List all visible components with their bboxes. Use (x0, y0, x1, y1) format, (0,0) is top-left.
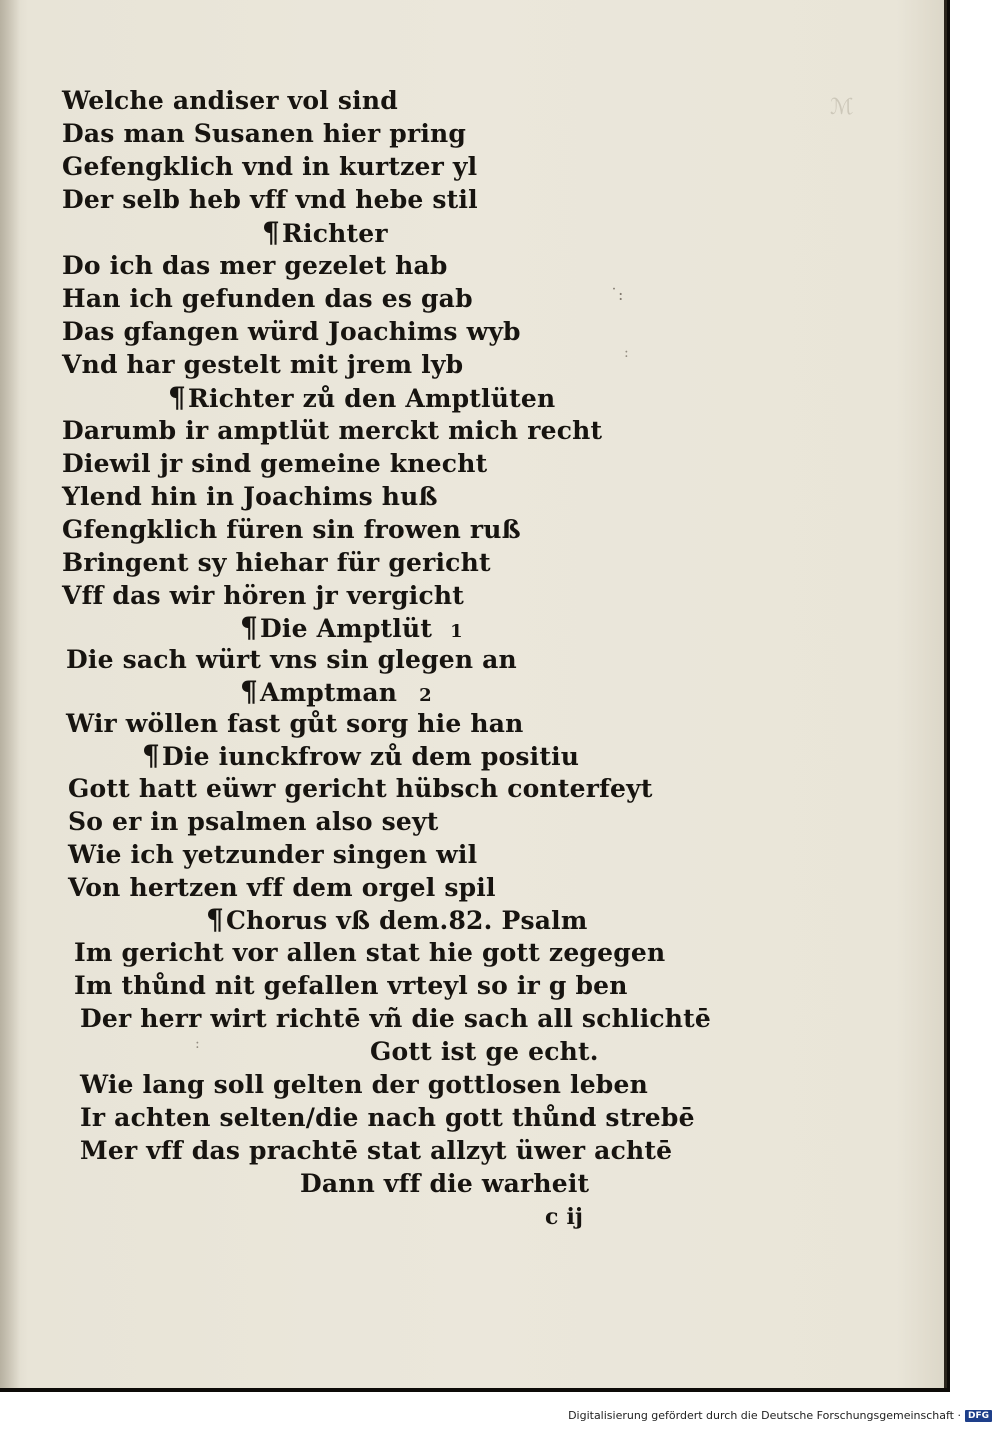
text-line: Darumb ir amptlüt merckt mich recht (62, 416, 603, 445)
text-line: Gott hatt eüwr gericht hübsch conterfeyt (68, 774, 653, 803)
text-line: Im gericht vor allen stat hie gott zegegen (74, 938, 666, 967)
speaker-name: Die iunckfrow zů dem positiu (162, 742, 580, 771)
speaker-heading (206, 905, 587, 936)
speaker-name: Amptman (260, 678, 398, 707)
ink-speck: ˙: (610, 285, 624, 304)
speaker-heading (240, 613, 463, 647)
text-line: Gott ist ge echt. (370, 1037, 599, 1066)
dfg-logo-icon: DFG (965, 1410, 992, 1422)
speaker-name: Die Amptlüt (260, 614, 433, 643)
pilcrow-icon: ¶ (240, 675, 259, 708)
speaker-heading (142, 741, 579, 772)
text-line: Der selb heb vff vnd hebe stil (62, 185, 478, 214)
credit-text: Digitalisierung gefördert durch die Deutsche Forschungsgemeinschaft · (568, 1409, 961, 1422)
text-line: Von hertzen vff dem orgel spil (68, 873, 496, 902)
text-line: Das man Susanen hier pring (62, 119, 467, 148)
text-line: Die sach würt vns sin glegen an (66, 645, 517, 674)
text-line: Han ich gefunden das es gab (62, 284, 473, 313)
speaker-heading (168, 383, 555, 414)
speaker-heading (262, 218, 388, 249)
text-line: Wie lang soll gelten der gottlosen leben (80, 1070, 648, 1099)
text-line: Wir wöllen fast gůt sorg hie han (66, 709, 524, 738)
text-line: Diewil jr sind gemeine knecht (62, 449, 488, 478)
text-line: Ylend hin in Joachims huß (62, 482, 438, 511)
speaker-name: Chorus vß dem.82. Psalm (226, 906, 588, 935)
text-line: Vff das wir hören jr vergicht (62, 581, 465, 610)
text-line: Wie ich yetzunder singen wil (68, 840, 478, 869)
digitization-credit (568, 1409, 992, 1422)
ink-speck: : (195, 1036, 200, 1052)
signature-mark: c ij (545, 1204, 584, 1230)
text-line: Der herr wirt richtē vñ die sach all schlichtē (80, 1004, 712, 1033)
text-line: Welche andiser vol sind (62, 86, 398, 115)
text-line: Ir achten selten/die nach gott thůnd strebē (80, 1103, 695, 1132)
speaker-number: 2 (419, 685, 432, 706)
text-line: Vnd har gestelt mit jrem lyb (62, 350, 464, 379)
text-line: Das gfangen würd Joachims wyb (62, 317, 521, 346)
speaker-heading (240, 677, 432, 711)
pilcrow-icon: ¶ (168, 381, 187, 414)
text-line: Bringent sy hiehar für gericht (62, 548, 491, 577)
speaker-number: 1 (450, 621, 463, 642)
text-line: Do ich das mer gezelet hab (62, 251, 448, 280)
speaker-name: Richter (282, 219, 388, 248)
text-line: So er in psalmen also seyt (68, 807, 439, 836)
pilcrow-icon: ¶ (240, 611, 259, 644)
ink-speck: : (624, 345, 629, 361)
pilcrow-icon: ¶ (262, 216, 281, 249)
pilcrow-icon: ¶ (206, 903, 225, 936)
pilcrow-icon: ¶ (142, 739, 161, 772)
text-line: Mer vff das prachtē stat allzyt üwer achtē (80, 1136, 673, 1165)
text-line: Gefengklich vnd in kurtzer yl (62, 152, 478, 181)
bleed-through-mark: ℳ (830, 95, 854, 120)
text-line: Gfengklich füren sin frowen ruß (62, 515, 521, 544)
text-line: Im thůnd nit gefallen vrteyl so ir g ben (74, 971, 628, 1000)
speaker-name: Richter zů den Amptlüten (188, 384, 556, 413)
catchword-line: Dann vff die warheit (300, 1169, 590, 1198)
